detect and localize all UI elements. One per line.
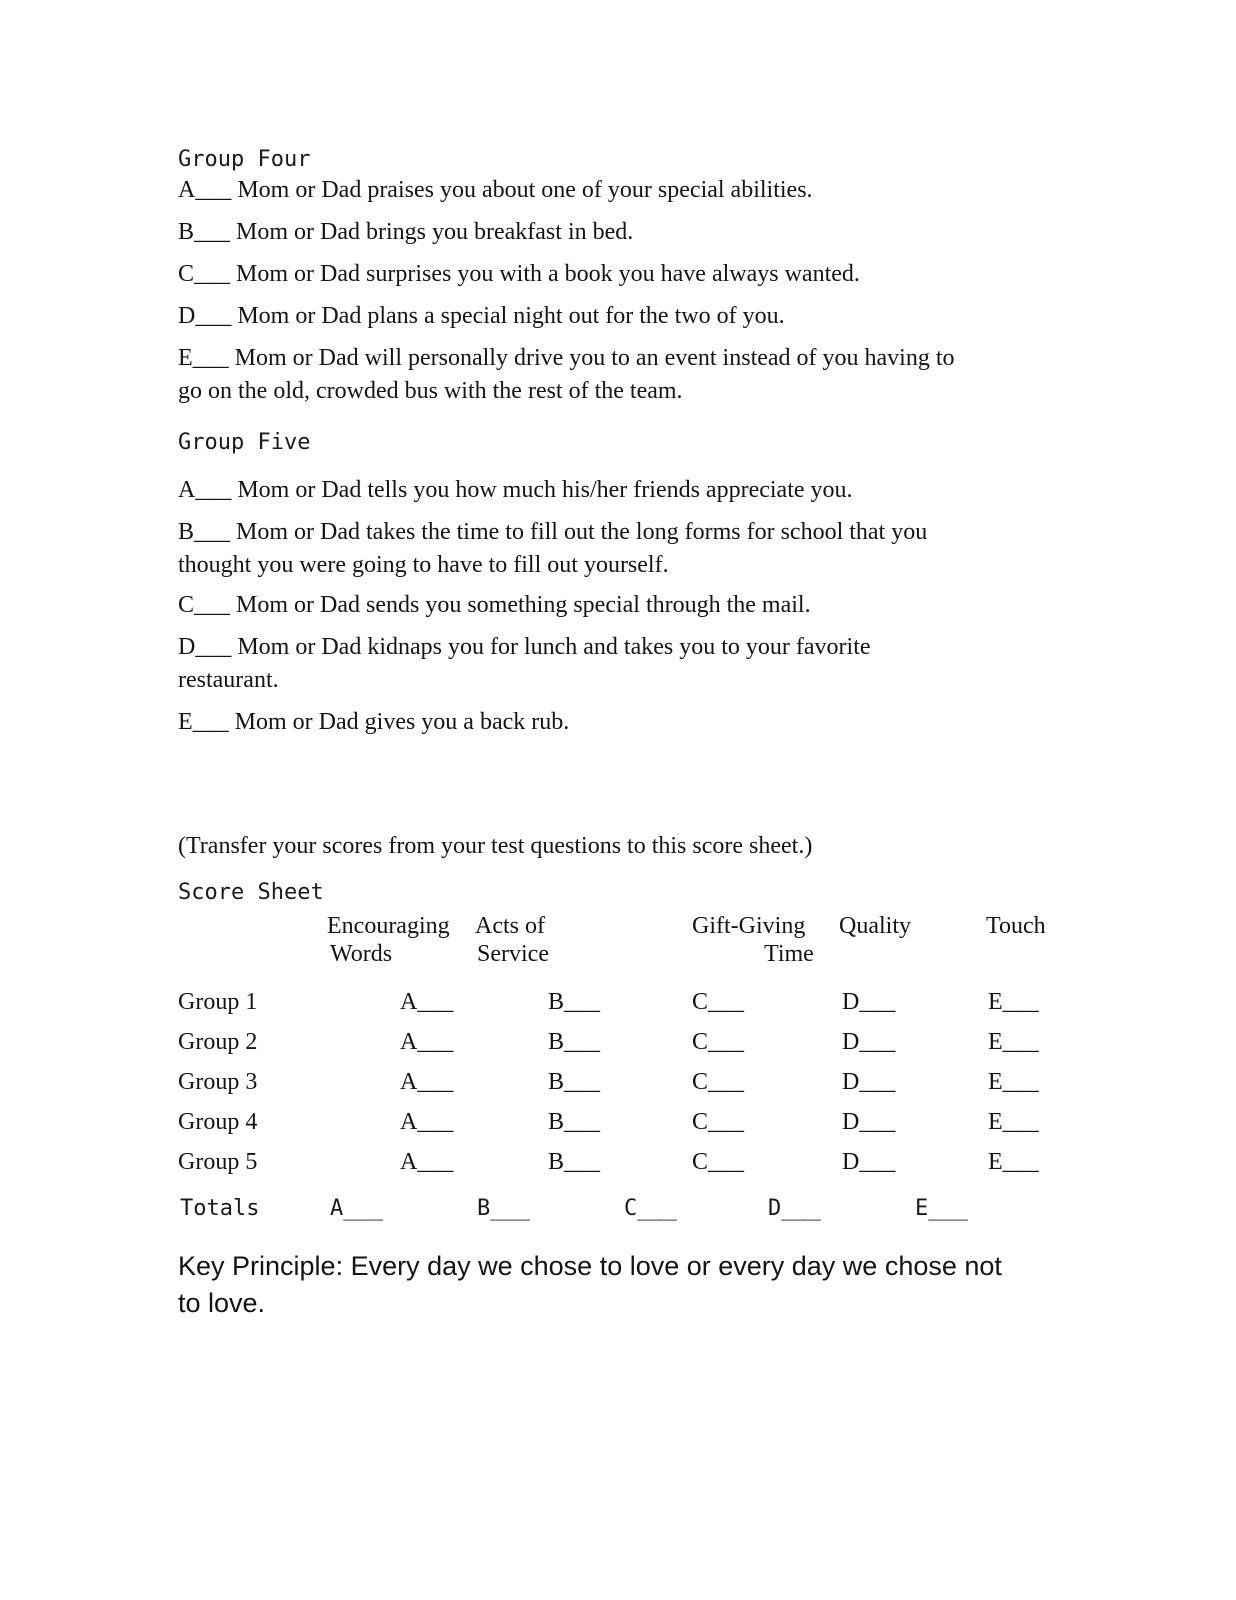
group-five-item-b: [178, 516, 927, 582]
score-sheet-title: Score Sheet: [178, 880, 324, 905]
item-line: go on the old, crowded bus with the rest of the team.: [178, 378, 683, 404]
column-header-touch: Touch: [986, 913, 1046, 939]
column-header-time: Time: [764, 941, 814, 967]
score-blank-g4-a: A___: [400, 1109, 454, 1135]
score-blank-g4-d: D___: [842, 1109, 896, 1135]
group-four-item-e: [178, 342, 955, 408]
score-blank-g1-a: A___: [400, 989, 454, 1015]
column-header-acts-of: Acts of: [475, 913, 545, 939]
column-header-encouraging: Encouraging: [327, 913, 450, 939]
score-blank-g4-e: E___: [988, 1109, 1039, 1135]
score-blank-g5-d: D___: [842, 1149, 896, 1175]
score-blank-g1-e: E___: [988, 989, 1039, 1015]
group-five-item-e: E___ Mom or Dad gives you a back rub.: [178, 709, 570, 735]
row-label-group-3: Group 3: [178, 1069, 258, 1095]
score-blank-g2-b: B___: [548, 1029, 601, 1055]
score-blank-g2-e: E___: [988, 1029, 1039, 1055]
score-blank-g2-c: C___: [692, 1029, 745, 1055]
row-label-group-4: Group 4: [178, 1109, 258, 1135]
score-blank-g4-c: C___: [692, 1109, 745, 1135]
total-blank-d: D___: [768, 1196, 821, 1221]
score-blank-g1-c: C___: [692, 989, 745, 1015]
transfer-note: (Transfer your scores from your test questions to this score sheet.): [178, 833, 813, 859]
item-line: B___ Mom or Dad takes the time to fill out the long forms for school that you: [178, 519, 928, 545]
item-line: restaurant.: [178, 667, 279, 693]
group-four-item-a: A___ Mom or Dad praises you about one of your special abilities.: [178, 177, 813, 203]
group-four-item-c: C___ Mom or Dad surprises you with a book you have always wanted.: [178, 261, 860, 287]
score-blank-g2-a: A___: [400, 1029, 454, 1055]
group-four-item-d: D___ Mom or Dad plans a special night out for the two of you.: [178, 303, 785, 329]
score-blank-g1-b: B___: [548, 989, 601, 1015]
column-header-words: Words: [330, 941, 393, 967]
key-principle-line: Key Principle: Every day we chose to love or every day we chose not: [178, 1251, 1002, 1281]
item-line: E___ Mom or Dad will personally drive you to an event instead of you having to: [178, 345, 955, 371]
total-blank-a: A___: [330, 1196, 383, 1221]
item-line: D___ Mom or Dad kidnaps you for lunch and takes you to your favorite: [178, 634, 871, 660]
column-header-service: Service: [477, 941, 549, 967]
score-blank-g2-d: D___: [842, 1029, 896, 1055]
row-label-group-2: Group 2: [178, 1029, 258, 1055]
key-principle: [178, 1248, 1002, 1322]
score-blank-g5-b: B___: [548, 1149, 601, 1175]
group-five-heading: Group Five: [178, 430, 311, 455]
column-header-gift-giving: Gift-Giving: [692, 913, 806, 939]
score-blank-g5-c: C___: [692, 1149, 745, 1175]
group-five-item-a: A___ Mom or Dad tells you how much his/her friends appreciate you.: [178, 477, 853, 503]
score-blank-g3-b: B___: [548, 1069, 601, 1095]
score-blank-g3-a: A___: [400, 1069, 454, 1095]
group-four-heading: Group Four: [178, 147, 311, 172]
score-blank-g3-d: D___: [842, 1069, 896, 1095]
total-blank-c: C___: [624, 1196, 677, 1221]
group-four-item-b: B___ Mom or Dad brings you breakfast in bed.: [178, 219, 634, 245]
score-blank-g3-c: C___: [692, 1069, 745, 1095]
group-five-item-d: [178, 631, 871, 697]
score-blank-g5-e: E___: [988, 1149, 1039, 1175]
column-header-quality: Quality: [839, 913, 911, 939]
row-label-group-5: Group 5: [178, 1149, 258, 1175]
total-blank-b: B___: [477, 1196, 530, 1221]
score-blank-g5-a: A___: [400, 1149, 454, 1175]
score-blank-g3-e: E___: [988, 1069, 1039, 1095]
total-blank-e: E___: [915, 1196, 968, 1221]
key-principle-line: to love.: [178, 1288, 266, 1318]
group-five-item-c: C___ Mom or Dad sends you something special through the mail.: [178, 592, 811, 618]
totals-label: Totals: [180, 1196, 260, 1221]
score-blank-g4-b: B___: [548, 1109, 601, 1135]
item-line: thought you were going to have to fill out yourself.: [178, 552, 669, 578]
row-label-group-1: Group 1: [178, 989, 258, 1015]
score-blank-g1-d: D___: [842, 989, 896, 1015]
